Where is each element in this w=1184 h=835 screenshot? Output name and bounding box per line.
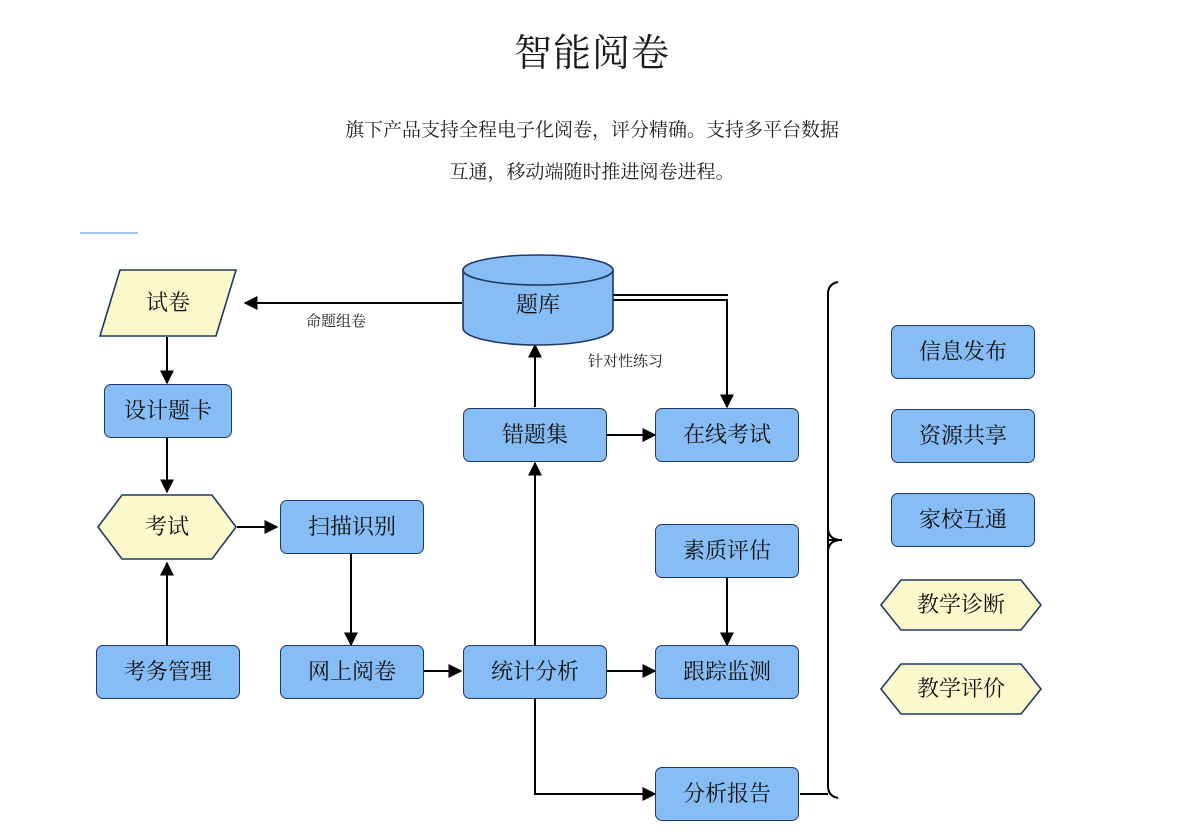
parallelogram-shape-shijuan [98,268,238,338]
node-wangshang-yuejuan[interactable] [280,645,424,699]
node-label-ziyuan-gongxiang: 资源共享 [918,422,1007,448]
node-label-kaowu-guanli: 考务管理 [123,658,212,684]
node-label-tiku: 题库 [515,291,560,317]
node-label-suzhi-pinggu: 素质评估 [682,537,771,563]
node-label-fenxi-baogao: 分析报告 [682,780,771,806]
node-jiaxiao-hutong[interactable] [891,493,1035,547]
node-cuotiji[interactable] [463,408,607,462]
node-jiaoxue-zhenduan[interactable] [879,577,1043,633]
node-label-jiaoxue-zhenduan: 教学诊断 [916,591,1005,617]
node-kaoshi[interactable] [96,492,238,562]
node-label-cuotiji: 错题集 [501,421,568,447]
node-label-tongji-fenxi: 统计分析 [490,658,579,684]
page-title: 智能阅卷 [513,33,670,75]
node-suzhi-pinggu[interactable] [655,524,799,578]
node-saomiao-shibie[interactable] [280,500,424,554]
node-shijuan[interactable] [98,268,238,338]
node-label-xinxi-fabu: 信息发布 [918,338,1007,364]
cylinder-shape-tiku [461,253,615,345]
node-tongji-fenxi[interactable] [463,645,607,699]
node-jiaoxue-pingjia[interactable] [879,661,1043,717]
node-xinxi-fabu[interactable] [891,325,1035,379]
node-label-saomiao-shibie: 扫描识别 [307,513,396,539]
node-kaowu-guanli[interactable] [96,645,240,699]
node-label-kaoshi: 考试 [144,513,189,539]
edge-label-mingti-zujuan: 命题组卷 [306,313,367,330]
node-label-genzong-jiance: 跟踪监测 [682,658,771,684]
node-genzong-jiance[interactable] [655,645,799,699]
subtitle-line-1: 旗下产品支持全程电子化阅卷，评分精确。支持多平台数据 [344,120,839,141]
hexagon-shape-jiaoxue-pingjia [879,661,1043,717]
node-ziyuan-gongxiang[interactable] [891,409,1035,463]
node-label-wangshang-yuejuan: 网上阅卷 [307,658,396,684]
node-zaixian-kaoshi[interactable] [655,408,799,462]
node-sheji-tika[interactable] [104,384,232,438]
node-label-zaixian-kaoshi: 在线考试 [682,421,771,447]
node-fenxi-baogao[interactable] [655,767,799,821]
hexagon-shape-jiaoxue-zhenduan [879,577,1043,633]
subtitle-line-2: 互通，移动端随时推进阅卷进程。 [449,162,735,183]
edge-label-zhendui-lianxi: 针对性练习 [588,353,664,370]
node-label-jiaoxue-pingjia: 教学评价 [916,675,1005,701]
node-tiku[interactable] [461,253,615,345]
node-label-shijuan: 试卷 [145,289,190,315]
hexagon-shape-kaoshi [96,492,238,562]
node-label-sheji-tika: 设计题卡 [123,397,212,423]
node-label-jiaxiao-hutong: 家校互通 [918,506,1007,532]
